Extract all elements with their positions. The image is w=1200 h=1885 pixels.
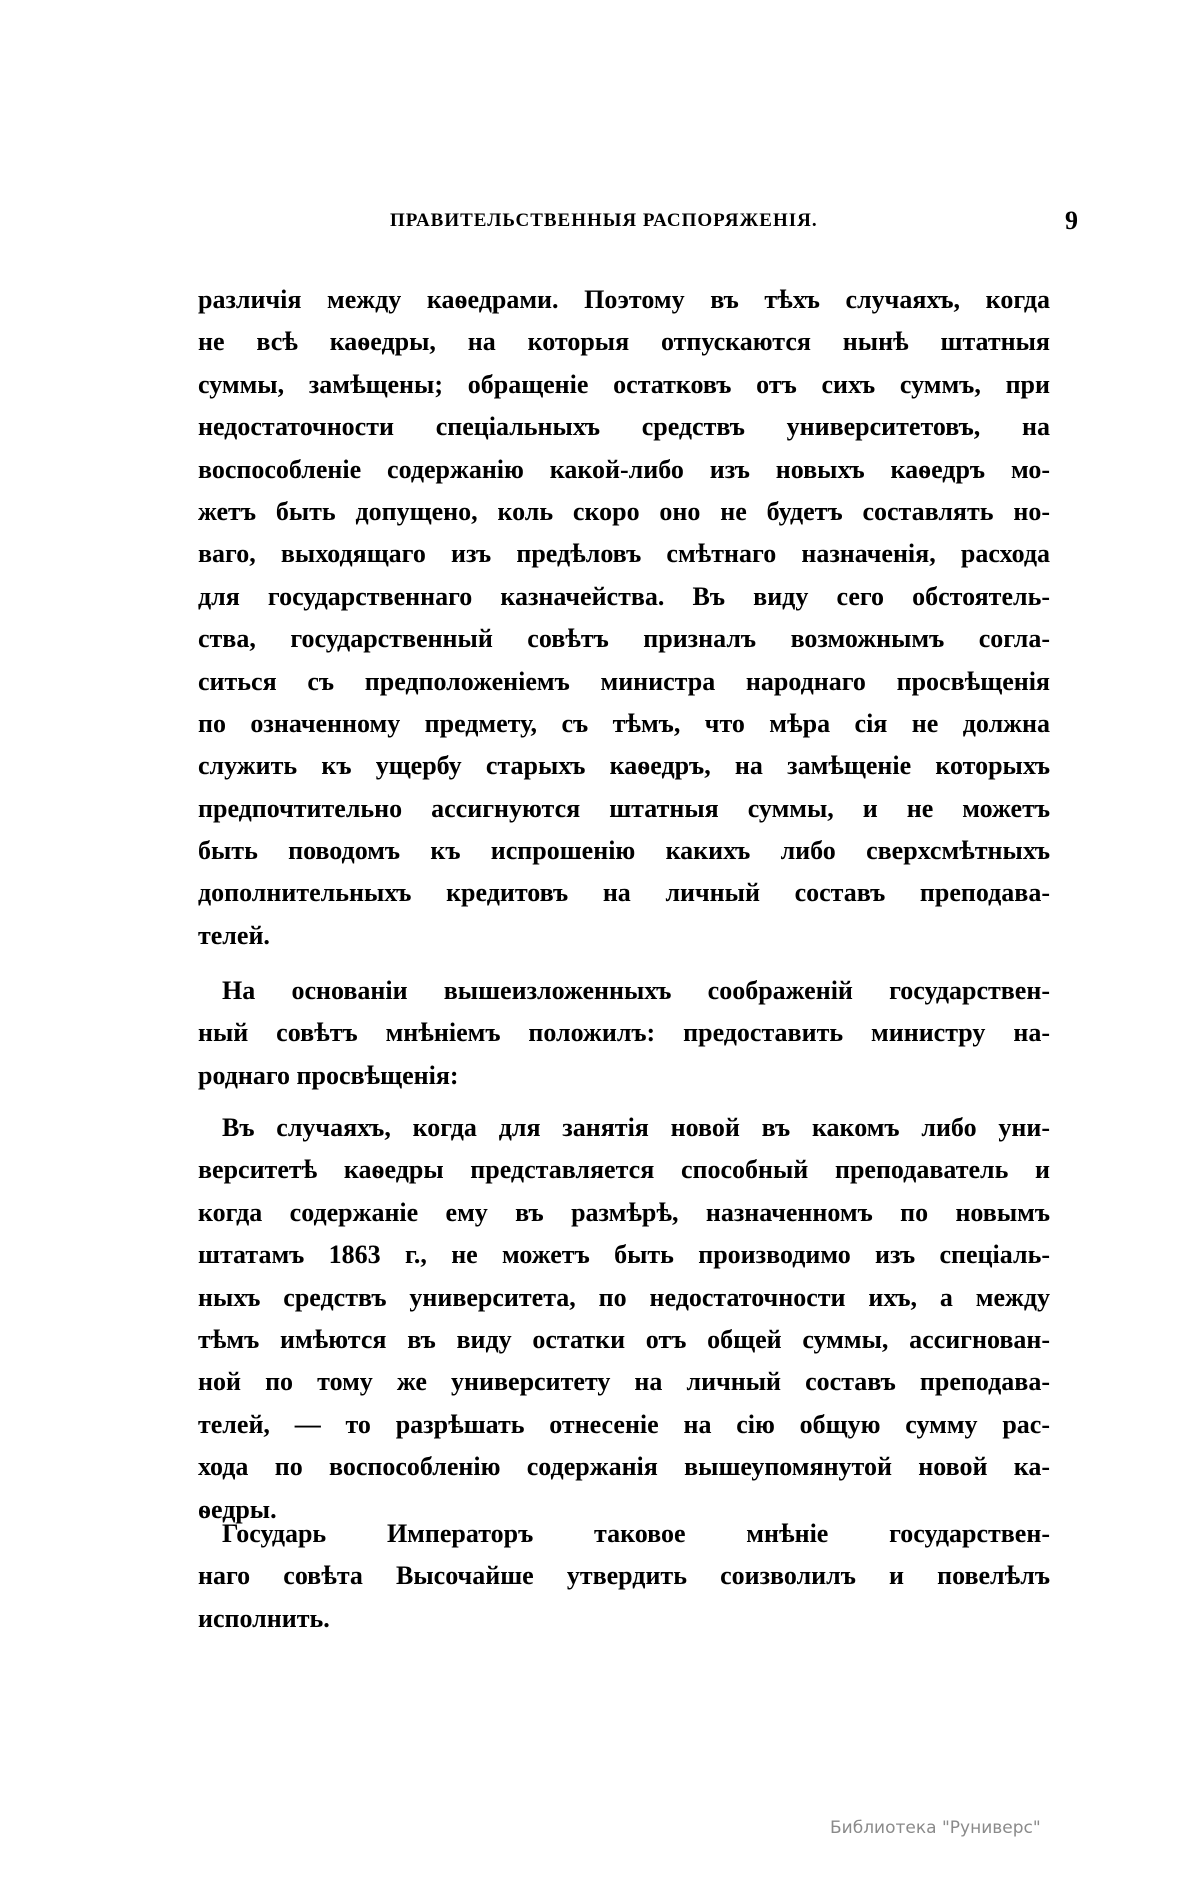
text-line: ства, государственный совѣтъ призналъ возможнымъ согла-	[198, 624, 1050, 654]
text-line: исполнить.	[198, 1603, 330, 1633]
running-head-title: ПРАВИТЕЛЬСТВЕННЫЯ РАСПОРЯЖЕНІЯ.	[390, 210, 818, 231]
text-line: Государь Императоръ таковое мнѣніе государствен-	[222, 1519, 1050, 1548]
text-line: Въ случаяхъ, когда для занятія новой въ какомъ либо уни-	[222, 1113, 1050, 1142]
text-line: ѳедры.	[198, 1494, 277, 1524]
text-line: по означенному предмету, съ тѣмъ, что мѣра сія не должна	[198, 708, 1050, 738]
library-watermark: Библиотека "Руниверс"	[830, 1818, 1041, 1838]
page-number: 9	[1065, 206, 1078, 235]
text-line: роднаго просвѣщенія:	[198, 1060, 459, 1090]
paragraph-2	[198, 970, 1050, 1097]
text-line: На основаніи вышеизложенныхъ соображеній государствен-	[222, 976, 1050, 1005]
text-line: не всѣ каѳедры, на которыя отпускаются нынѣ штатныя	[198, 327, 1050, 357]
text-line: ный совѣтъ мнѣніемъ положилъ: предоставить министру на-	[198, 1018, 1050, 1048]
text-line: телей, — то разрѣшать отнесеніе на сію общую сумму рас-	[198, 1409, 1050, 1439]
text-line: ной по тому же университету на личный составъ преподава-	[198, 1367, 1050, 1397]
text-line: ныхъ средствъ университета, по недостаточности ихъ, а между	[198, 1282, 1050, 1312]
text-line: различія между каѳедрами. Поэтому въ тѣхъ случаяхъ, когда	[198, 285, 1050, 314]
text-line: тѣмъ имѣются въ виду остатки отъ общей суммы, ассигнован-	[198, 1324, 1050, 1354]
text-line: дополнительныхъ кредитовъ на личный составъ преподава-	[198, 878, 1050, 908]
text-line: воспособленіе содержанію какой-либо изъ новыхъ каѳедръ мо-	[198, 454, 1050, 484]
paragraph-4	[198, 1513, 1050, 1640]
text-line: ваго, выходящаго изъ предѣловъ смѣтнаго назначенія, расхода	[198, 539, 1050, 569]
text-line: штатамъ 1863 г., не можетъ быть производимо изъ спеціаль-	[198, 1240, 1050, 1270]
text-line: ситься съ предположеніемъ министра народнаго просвѣщенія	[198, 666, 1050, 696]
text-line: недостаточности спеціальныхъ средствъ университетовъ, на	[198, 412, 1050, 442]
text-line: быть поводомъ къ испрошенію какихъ либо сверхсмѣтныхъ	[198, 836, 1050, 866]
text-line: наго совѣта Высочайше утвердить соизволилъ и повелѣлъ	[198, 1561, 1050, 1591]
text-line: телей.	[198, 920, 270, 950]
paragraph-3	[198, 1107, 1050, 1531]
running-head	[198, 206, 1078, 244]
text-line: хода по воспособленію содержанія вышеупомянутой новой ка-	[198, 1452, 1050, 1482]
text-line: жетъ быть допущено, коль скоро оно не будетъ составлять но-	[198, 496, 1050, 526]
text-line: для государственнаго казначейства. Въ виду сего обстоятель-	[198, 581, 1050, 611]
text-line: когда содержаніе ему въ размѣрѣ, назначенномъ по новымъ	[198, 1197, 1050, 1227]
paragraph-1	[198, 279, 1050, 957]
text-line: предпочтительно ассигнуются штатныя суммы, и не можетъ	[198, 793, 1050, 823]
text-line: верситетѣ каѳедры представляется способный преподаватель и	[198, 1155, 1050, 1185]
text-line: суммы, замѣщены; обращеніе остатковъ отъ сихъ суммъ, при	[198, 369, 1050, 399]
text-line: служить къ ущербу старыхъ каѳедръ, на замѣщеніе которыхъ	[198, 751, 1050, 781]
